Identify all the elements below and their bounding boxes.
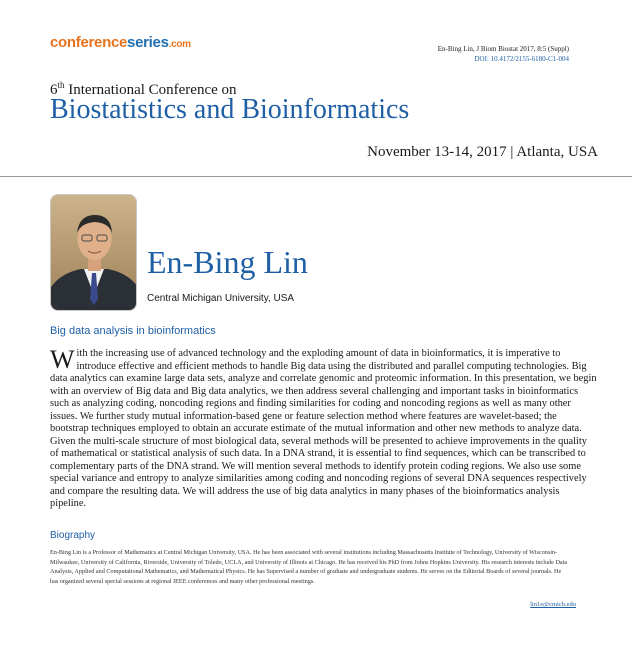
talk-title: Big data analysis in bioinformatics (50, 325, 216, 337)
conference-subtitle-text: International Conference on (64, 82, 237, 98)
speaker-email-link[interactable]: lin1e@cmich.edu (530, 601, 576, 608)
speaker-affiliation: Central Michigan University, USA (147, 293, 295, 304)
abstract-text (50, 345, 598, 511)
header-divider (0, 176, 632, 177)
speaker-portrait-image (51, 195, 137, 311)
biography-heading: Biography (50, 530, 96, 541)
conference-date-location: November 13-14, 2017 | Atlanta, USA (367, 144, 598, 160)
abstract-body: ith the increasing use of advanced technology and the exploding amount of data in bioinformatics, it is imperative to introduce effective and efficient methods to handle Big data using the distributed and parallel computing technologies. Big data analytics can examine large data sets, analyze and correlate genomic and proteomic information. In this presentation, we begin with an overview of Big data and Big data analytics, we then address several challenging and important tasks in bioinformatics such as analyzing coding, noncoding regions and finding similarities for coding and noncoding regions as well as many other issues. We further study mutual information-based gene or feature selection method where features are wavelet-based; the bootstrap techniques employed to obtain an accurate estimate of the mutual information and other new methods to analyze data. Given the multi-scale structure of most biological data, several methods will be presented to achieve improvements in the quality of mathematical or statistical analysis of such data. In a DNA strand, it is essential to find sequences, which can be transcribed to complementary parts of the DNA strand. We will mention several methods to identify protein coding regions. We also use some special variance and entropy to analyze similarities among coding and noncoding regions of several DNA sequences respectively and compare the resulting data. We will address the use of big data analytics in many phases of the bioinformatics analysis pipeline. (50, 348, 597, 509)
conference-title: Biostatistics and Bioinformatics (50, 94, 410, 125)
journal-citation (438, 44, 569, 64)
doi-text: DOI: 10.4172/2155-6180-C1-004 (474, 55, 569, 63)
citation-text: En-Bing Lin, J Biom Biostat 2017, 8:5 (Suppl) (437, 45, 569, 53)
abstract-dropcap: W (50, 345, 75, 374)
ordinal-suffix: th (57, 80, 65, 90)
speaker-name: En-Bing Lin (147, 244, 308, 280)
conferenceseries-logo: conferenceseries.com (50, 34, 191, 51)
biography-text: En-Bing Lin is a Professor of Mathematics at Central Michigan University, USA. He has been associated with several institutions including Massachusetts Institute of Technology, University of Wisconsin-Milwaukee, University of California, Riverside, University of Toledo, UCLA, and University of Illinois at Chicago. He has received his PhD from Johns Hopkins University. His research interests include Data Analysis, Applied and Computational Mathematics, and Mathematical Physics. He has Supervised a number of graduate and undergraduate students. He serves on the Editorial Boards of several journals. He has organized several special sessions at regional IEEE conferences and many other professional meetings. (50, 549, 568, 585)
ordinal-number: 6 (50, 82, 58, 98)
speaker-photo (50, 194, 137, 311)
